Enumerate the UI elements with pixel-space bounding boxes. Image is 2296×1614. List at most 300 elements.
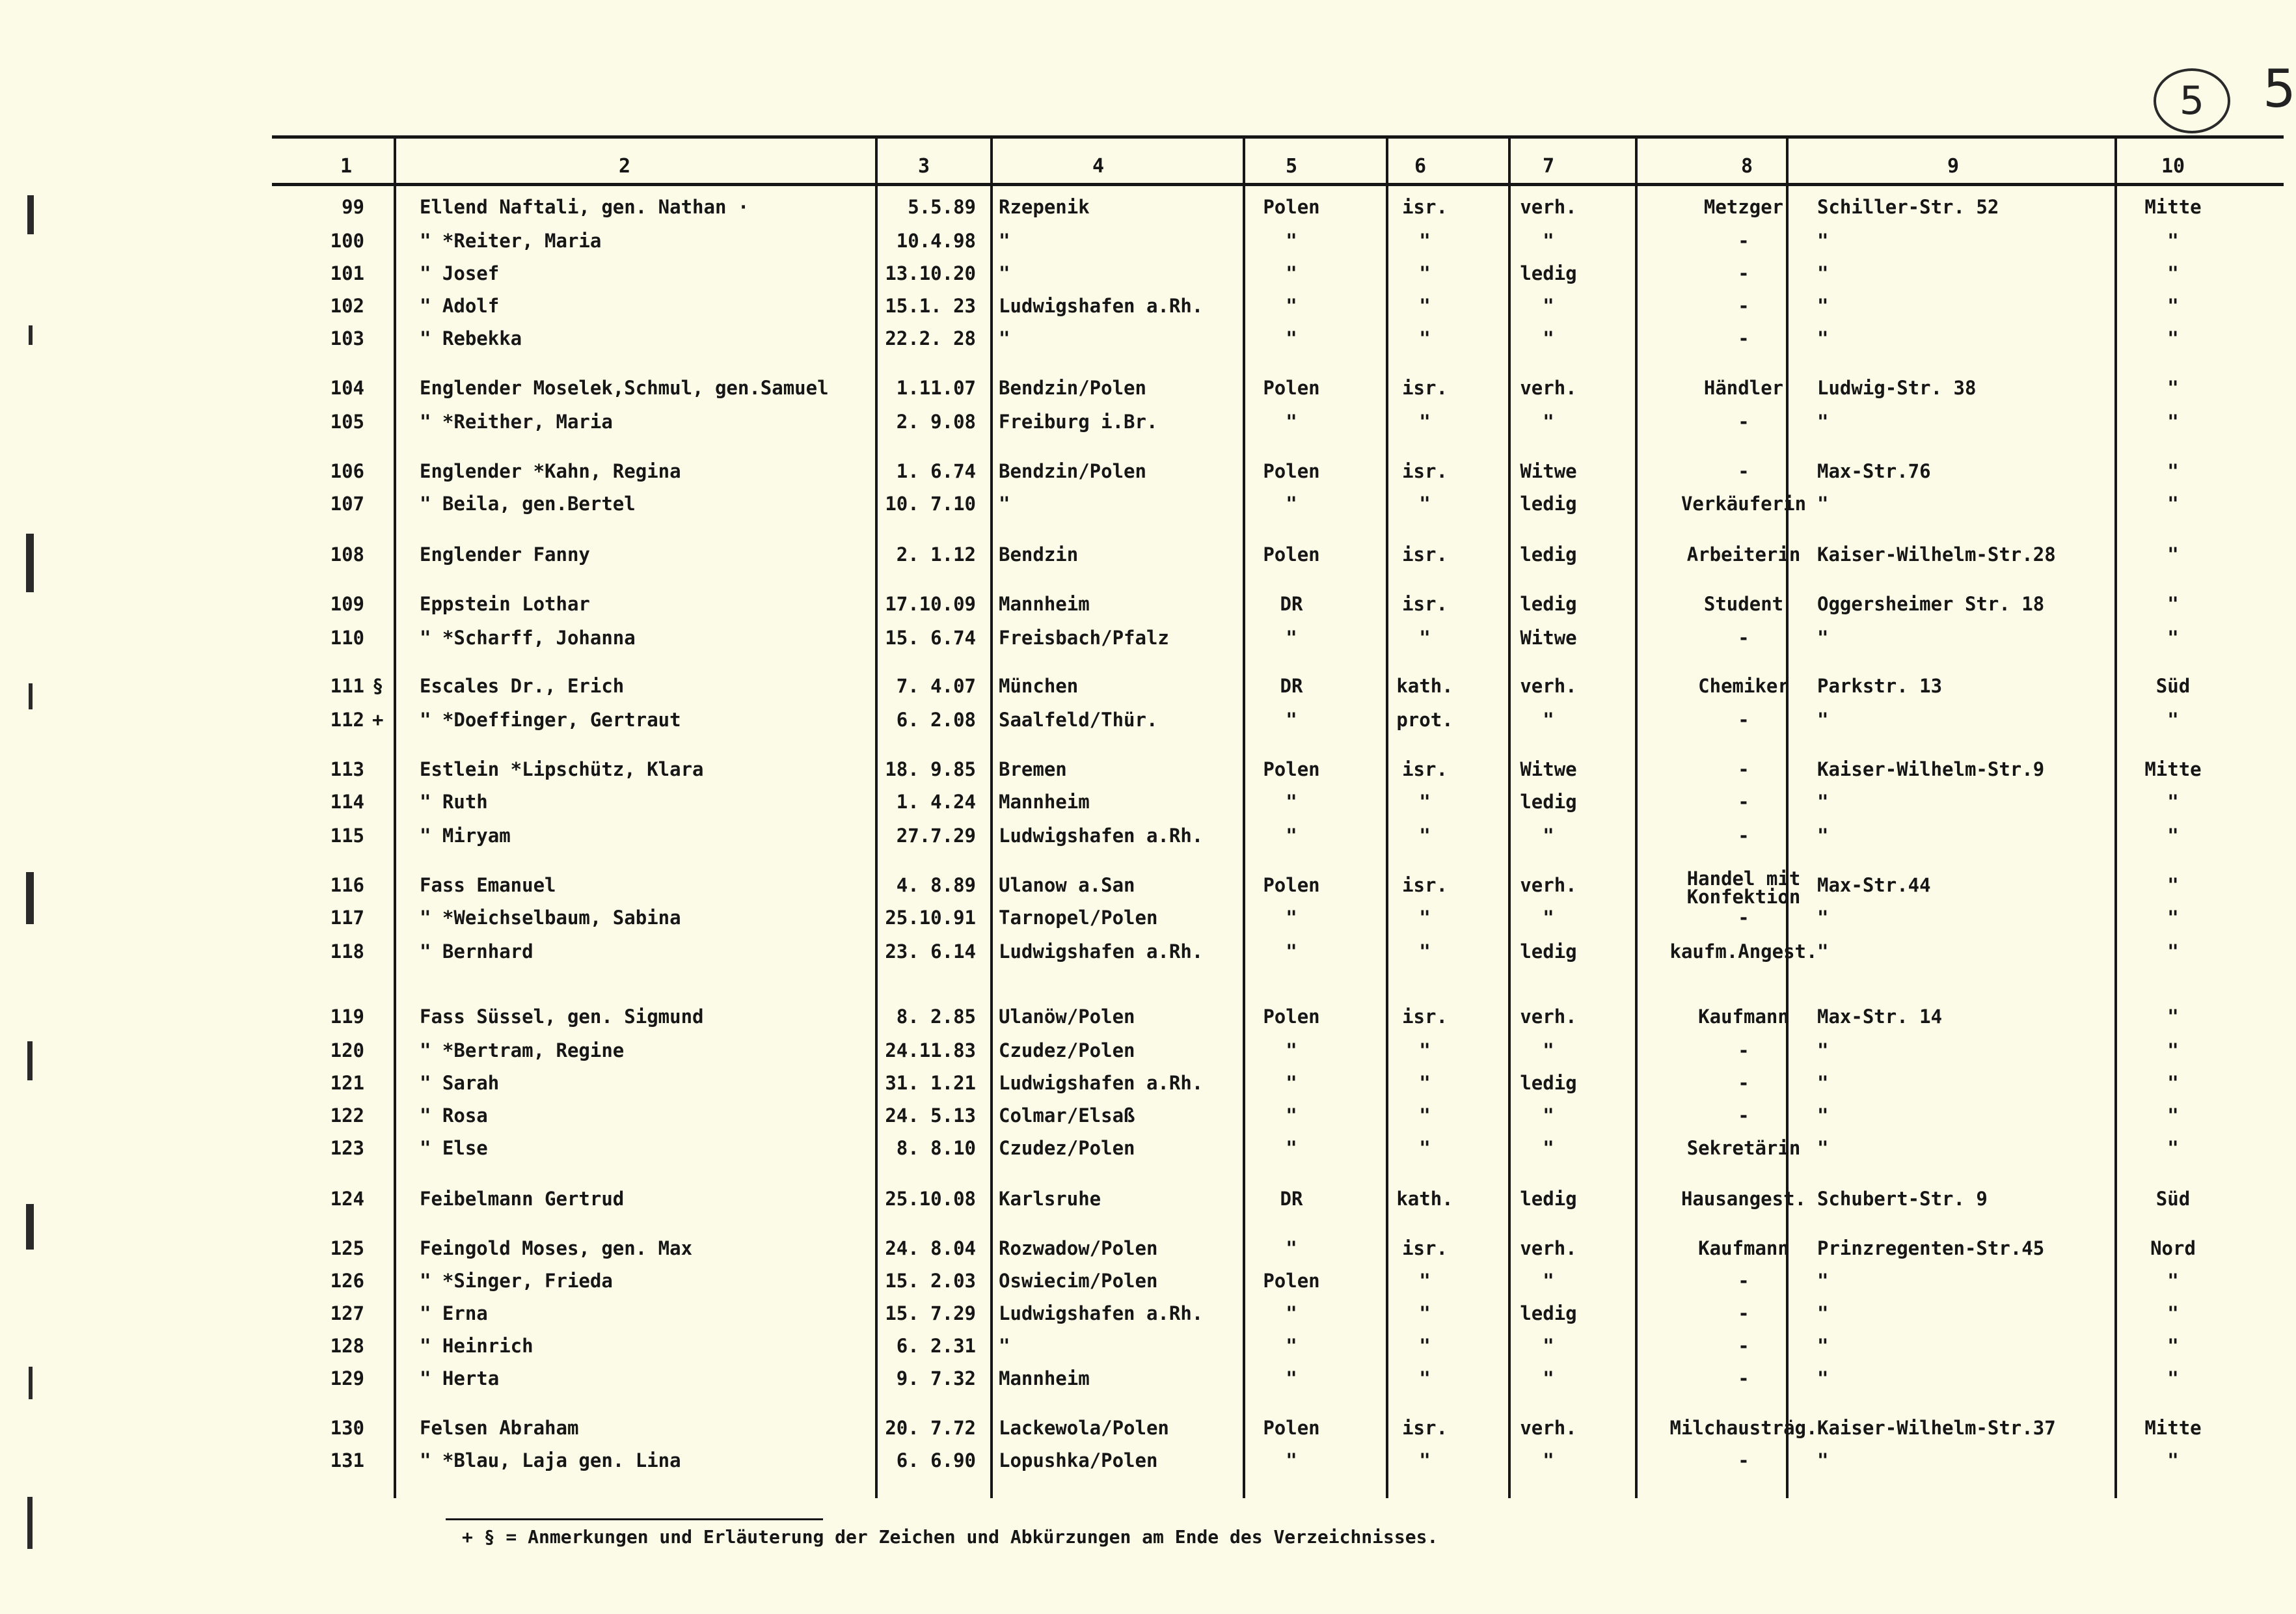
occupation-text: Handel mit Konfektion [1686,868,1801,908]
nationality-cell: DR [1280,593,1303,615]
district-cell: " [2167,940,2179,963]
birth-date-cell: 8. 2.85 [896,1005,976,1028]
religion-cell: " [1419,791,1431,813]
religion-cell: isr. [1402,543,1448,566]
occupation-cell: - [1738,1270,1749,1292]
address-cell: " [1817,791,1829,813]
birth-date-cell: 20. 7.72 [885,1417,976,1439]
name-cell: " Josef [420,262,500,284]
address-cell: Max-Str. 14 [1817,1005,1943,1028]
nationality-cell: " [1286,411,1297,433]
birth-date-cell: 15. 6.74 [885,627,976,649]
marital-status-cell: ledig [1520,493,1577,515]
occupation-cell: Hausangest. [1681,1188,1807,1210]
name-cell: Englender *Kahn, Regina [420,460,681,482]
table-top-rule [272,135,2284,139]
occupation-cell: - [1738,709,1749,731]
address-cell: " [1817,493,1829,515]
address-cell: " [1817,1072,1829,1094]
occupation-cell: Chemiker [1698,675,1789,697]
birth-date-cell: 31. 1.21 [885,1072,976,1094]
birth-place-cell: Ludwigshafen a.Rh. [999,1302,1204,1324]
birth-date-cell: 15. 2.03 [885,1270,976,1292]
marital-status-cell: verh. [1520,675,1577,697]
name-cell: Escales Dr., Erich [420,675,625,697]
address-cell: Kaiser-Wilhelm-Str.9 [1817,758,2045,780]
address-cell: Schubert-Str. 9 [1817,1188,1988,1210]
marital-status-cell: " [1543,230,1554,252]
name-cell: Felsen Abraham [420,1417,579,1439]
birth-place-cell: Bendzin [999,543,1079,566]
name-cell: Ellend Naftali, gen. Nathan · [420,196,750,218]
row-number: 119 [330,1005,364,1028]
birth-date-cell: 15.1. 23 [885,295,976,317]
annotation-mark: + [372,709,384,731]
address-cell: " [1817,1335,1829,1357]
nationality-cell: " [1286,1302,1297,1324]
row-number: 130 [330,1417,364,1439]
name-cell: Fass Emanuel [420,874,556,896]
district-cell: " [2167,1104,2179,1127]
name-cell: " Rosa [420,1104,488,1127]
occupation-cell: - [1738,327,1749,349]
birth-date-cell: 1. 4.24 [896,791,976,813]
occupation-cell: - [1738,1449,1749,1471]
column-header: 7 [1542,155,1555,178]
birth-place-cell: " [999,1335,1010,1357]
row-number: 131 [330,1449,364,1471]
column-header: 9 [1947,155,1960,178]
address-cell: Ludwig-Str. 38 [1817,377,1977,399]
address-cell: " [1817,262,1829,284]
religion-cell: " [1419,1039,1431,1061]
district-cell: " [2167,593,2179,615]
religion-cell: kath. [1396,1188,1453,1210]
birth-date-cell: 10. 7.10 [885,493,976,515]
marital-status-cell: " [1543,295,1554,317]
religion-cell: " [1419,1270,1431,1292]
marital-status-cell: " [1543,1104,1554,1127]
birth-place-cell: München [999,675,1079,697]
name-cell: " Beila, gen.Bertel [420,493,636,515]
religion-cell: " [1419,262,1431,284]
address-cell: " [1817,327,1829,349]
name-cell: Eppstein Lothar [420,593,590,615]
birth-place-cell: Rzepenik [999,196,1090,218]
birth-place-cell: Mannheim [999,1367,1090,1389]
birth-place-cell: Rozwadow/Polen [999,1237,1158,1259]
footnote: + § = Anmerkungen und Erläuterung der Zeichen und Abkürzungen am Ende des Verzeichnisses. [462,1526,1438,1548]
birth-place-cell: Lopushka/Polen [999,1449,1158,1471]
marital-status-cell: verh. [1520,1005,1577,1028]
name-cell: " *Bertram, Regine [420,1039,625,1061]
name-cell: " Miryam [420,825,511,847]
marital-status-cell: " [1543,709,1554,731]
marital-status-cell: verh. [1520,377,1577,399]
birth-date-cell: 9. 7.32 [896,1367,976,1389]
marital-status-cell: " [1543,1039,1554,1061]
row-number: 101 [330,262,364,284]
row-number: 102 [330,295,364,317]
birth-place-cell: Ulanow a.San [999,874,1135,896]
birth-place-cell: Bendzin/Polen [999,377,1146,399]
marital-status-cell: " [1543,907,1554,929]
district-cell: Mitte [2144,196,2202,218]
nationality-cell: Polen [1263,196,1320,218]
occupation-cell: - [1738,907,1749,929]
district-cell: " [2167,377,2179,399]
nationality-cell: " [1286,1367,1297,1389]
scan-edge-margin [0,0,72,1614]
address-cell: Schiller-Str. 52 [1817,196,1999,218]
district-cell: " [2167,791,2179,813]
nationality-cell: " [1286,1449,1297,1471]
marital-status-cell: verh. [1520,1237,1577,1259]
birth-place-cell: " [999,493,1010,515]
row-number: 121 [330,1072,364,1094]
district-cell: " [2167,460,2179,482]
nationality-cell: " [1286,1137,1297,1159]
religion-cell: isr. [1402,758,1448,780]
address-cell: Oggersheimer Str. 18 [1817,593,2045,615]
row-number: 113 [330,758,364,780]
birth-place-cell: " [999,262,1010,284]
religion-cell: " [1419,1367,1431,1389]
district-cell: Mitte [2144,1417,2202,1439]
row-number: 108 [330,543,364,566]
occupation-cell: - [1738,1302,1749,1324]
address-cell: " [1817,230,1829,252]
birth-place-cell: Ludwigshafen a.Rh. [999,940,1204,963]
birth-place-cell: Colmar/Elsaß [999,1104,1135,1127]
marital-status-cell: ledig [1520,1302,1577,1324]
birth-date-cell: 25.10.08 [885,1188,976,1210]
address-cell: " [1817,1367,1829,1389]
marital-status-cell: ledig [1520,593,1577,615]
nationality-cell: " [1286,627,1297,649]
birth-date-cell: 23. 6.14 [885,940,976,963]
nationality-cell: " [1286,1039,1297,1061]
row-number: 128 [330,1335,364,1357]
marital-status-cell: ledig [1520,940,1577,963]
nationality-cell: Polen [1263,460,1320,482]
nationality-cell: Polen [1263,1270,1320,1292]
district-cell: " [2167,627,2179,649]
occupation-cell: - [1738,1039,1749,1061]
name-cell: " *Reither, Maria [420,411,613,433]
district-cell: " [2167,825,2179,847]
religion-cell: " [1419,327,1431,349]
column-header: 1 [340,155,353,178]
address-cell: " [1817,295,1829,317]
name-cell: Feingold Moses, gen. Max [420,1237,693,1259]
column-header: 4 [1092,155,1105,178]
nationality-cell: DR [1280,675,1303,697]
marital-status-cell: " [1543,1270,1554,1292]
religion-cell: isr. [1402,874,1448,896]
row-number: 105 [330,411,364,433]
marital-status-cell: Witwe [1520,627,1577,649]
column-header: 2 [618,155,631,178]
occupation-cell: Arbeiterin [1686,543,1801,566]
name-cell: " *Blau, Laja gen. Lina [420,1449,681,1471]
birth-place-cell: Ludwigshafen a.Rh. [999,295,1204,317]
religion-cell: " [1419,1104,1431,1127]
marital-status-cell: ledig [1520,543,1577,566]
column-divider [875,138,878,1498]
occupation-cell [1662,868,1825,908]
birth-place-cell: Czudez/Polen [999,1039,1135,1061]
row-number: 109 [330,593,364,615]
marital-status-cell: " [1543,327,1554,349]
religion-cell: kath. [1396,675,1453,697]
birth-date-cell: 24.11.83 [885,1039,976,1061]
column-header: 5 [1285,155,1298,178]
birth-date-cell: 25.10.91 [885,907,976,929]
nationality-cell: Polen [1263,543,1320,566]
birth-place-cell: Tarnopel/Polen [999,907,1158,929]
occupation-cell: Kaufmann [1698,1005,1789,1028]
address-cell: " [1817,411,1829,433]
name-cell: Englender Moselek,Schmul, gen.Samuel [420,377,829,399]
district-cell: " [2167,1137,2179,1159]
row-number: 127 [330,1302,364,1324]
district-cell: " [2167,411,2179,433]
occupation-cell: Sekretärin [1686,1137,1801,1159]
column-divider [990,138,993,1498]
occupation-cell: Händler [1703,377,1784,399]
name-cell: " Bernhard [420,940,533,963]
footnote-rule [446,1518,823,1520]
occupation-cell: Kaufmann [1698,1237,1789,1259]
district-cell: " [2167,1449,2179,1471]
address-cell: Kaiser-Wilhelm-Str.37 [1817,1417,2056,1439]
name-cell: " Sarah [420,1072,500,1094]
religion-cell: isr. [1402,593,1448,615]
marital-status-cell: " [1543,1449,1554,1471]
row-number: 124 [330,1188,364,1210]
row-number: 99 [342,196,364,218]
birth-date-cell: 6. 2.08 [896,709,976,731]
marital-status-cell: " [1543,411,1554,433]
birth-date-cell: 24. 5.13 [885,1104,976,1127]
district-cell: " [2167,230,2179,252]
table-header-rule [272,183,2284,186]
row-number: 106 [330,460,364,482]
birth-place-cell: " [999,230,1010,252]
occupation-cell: - [1738,411,1749,433]
occupation-cell: Metzger [1703,196,1784,218]
column-header: 3 [917,155,930,178]
row-number: 117 [330,907,364,929]
religion-cell: " [1419,295,1431,317]
birth-date-cell: 8. 8.10 [896,1137,976,1159]
name-cell: " *Doeffinger, Gertraut [420,709,681,731]
birth-place-cell: Oswiecim/Polen [999,1270,1158,1292]
name-cell: " *Singer, Frieda [420,1270,613,1292]
row-number: 112 [330,709,364,731]
address-cell: " [1817,1137,1829,1159]
nationality-cell: DR [1280,1188,1303,1210]
occupation-cell: kaufm.Angest. [1669,940,1818,963]
marital-status-cell: Witwe [1520,758,1577,780]
nationality-cell: " [1286,791,1297,813]
birth-place-cell: Saalfeld/Thür. [999,709,1158,731]
address-cell: Prinzregenten-Str.45 [1817,1237,2045,1259]
column-header: 6 [1414,155,1427,178]
nationality-cell: " [1286,940,1297,963]
address-cell: " [1817,627,1829,649]
district-cell: " [2167,295,2179,317]
birth-date-cell: 15. 7.29 [885,1302,976,1324]
row-number: 114 [330,791,364,813]
birth-place-cell: Freisbach/Pfalz [999,627,1169,649]
row-number: 111 [330,675,364,697]
page-number: 5 [2179,78,2205,124]
district-cell: " [2167,1367,2179,1389]
name-cell: " Herta [420,1367,500,1389]
religion-cell: " [1419,1449,1431,1471]
name-cell: " Rebekka [420,327,522,349]
birth-date-cell: 2. 1.12 [896,543,976,566]
marital-status-cell: verh. [1520,1417,1577,1439]
religion-cell: " [1419,493,1431,515]
address-cell: " [1817,907,1829,929]
row-number: 126 [330,1270,364,1292]
religion-cell: isr. [1402,1005,1448,1028]
name-cell: Englender Fanny [420,543,590,566]
district-cell: " [2167,1005,2179,1028]
birth-place-cell: Lackewola/Polen [999,1417,1169,1439]
nationality-cell: " [1286,907,1297,929]
address-cell: " [1817,1039,1829,1061]
name-cell: " Erna [420,1302,488,1324]
row-number: 107 [330,493,364,515]
occupation-cell: - [1738,295,1749,317]
nationality-cell: " [1286,709,1297,731]
nationality-cell: Polen [1263,1417,1320,1439]
page-number-circle [2154,68,2230,133]
religion-cell: " [1419,1302,1431,1324]
name-cell: Fass Süssel, gen. Sigmund [420,1005,704,1028]
address-cell: " [1817,940,1829,963]
religion-cell: " [1419,940,1431,963]
occupation-cell: Verkäuferin [1681,493,1807,515]
edge-page-number-fragment: 5 [2263,59,2296,119]
birth-place-cell: Ludwigshafen a.Rh. [999,825,1204,847]
religion-cell: " [1419,411,1431,433]
district-cell: Mitte [2144,758,2202,780]
name-cell: " *Scharff, Johanna [420,627,636,649]
name-cell: " Ruth [420,791,488,813]
address-cell: " [1817,825,1829,847]
religion-cell: " [1419,1335,1431,1357]
row-number: 103 [330,327,364,349]
birth-place-cell: Ludwigshafen a.Rh. [999,1072,1204,1094]
birth-date-cell: 4. 8.89 [896,874,976,896]
column-divider [394,138,396,1498]
marital-status-cell: ledig [1520,791,1577,813]
birth-date-cell: 7. 4.07 [896,675,976,697]
occupation-cell: - [1738,460,1749,482]
religion-cell: isr. [1402,1237,1448,1259]
row-number: 118 [330,940,364,963]
district-cell: " [2167,1039,2179,1061]
column-divider [1243,138,1245,1498]
name-cell: " Heinrich [420,1335,533,1357]
religion-cell: " [1419,825,1431,847]
address-cell: Max-Str.44 [1817,874,1931,896]
district-cell: Süd [2155,1188,2191,1210]
name-cell: " Adolf [420,295,500,317]
district-cell: " [2167,543,2179,566]
marital-status-cell: ledig [1520,1072,1577,1094]
district-cell: " [2167,1072,2179,1094]
religion-cell: " [1419,907,1431,929]
row-number: 122 [330,1104,364,1127]
birth-date-cell: 1.11.07 [896,377,976,399]
name-cell: Estlein *Lipschütz, Klara [420,758,704,780]
district-cell: " [2167,327,2179,349]
birth-date-cell: 27.7.29 [896,825,976,847]
birth-date-cell: 13.10.20 [885,262,976,284]
row-number: 129 [330,1367,364,1389]
district-cell: " [2167,262,2179,284]
nationality-cell: " [1286,1072,1297,1094]
nationality-cell: Polen [1263,377,1320,399]
occupation-cell: - [1738,1335,1749,1357]
nationality-cell: Polen [1263,758,1320,780]
occupation-cell: - [1738,1104,1749,1127]
nationality-cell: " [1286,1237,1297,1259]
occupation-cell: - [1738,791,1749,813]
birth-place-cell: Mannheim [999,791,1090,813]
birth-date-cell: 22.2. 28 [885,327,976,349]
name-cell: " *Weichselbaum, Sabina [420,907,681,929]
nationality-cell: " [1286,295,1297,317]
occupation-cell: Milchausträg. [1669,1417,1818,1439]
birth-place-cell: Karlsruhe [999,1188,1101,1210]
address-cell: " [1817,1449,1829,1471]
row-number: 100 [330,230,364,252]
district-cell: " [2167,1302,2179,1324]
religion-cell: " [1419,230,1431,252]
birth-date-cell: 18. 9.85 [885,758,976,780]
occupation-cell: Student [1703,593,1784,615]
nationality-cell: " [1286,825,1297,847]
birth-date-cell: 24. 8.04 [885,1237,976,1259]
address-cell: Max-Str.76 [1817,460,1931,482]
marital-status-cell: ledig [1520,1188,1577,1210]
nationality-cell: " [1286,1335,1297,1357]
row-number: 125 [330,1237,364,1259]
address-cell: " [1817,1104,1829,1127]
marital-status-cell: verh. [1520,874,1577,896]
name-cell: " *Reiter, Maria [420,230,602,252]
address-cell: " [1817,1302,1829,1324]
district-cell: " [2167,907,2179,929]
column-divider [1635,138,1638,1498]
nationality-cell: " [1286,493,1297,515]
birth-place-cell: Czudez/Polen [999,1137,1135,1159]
religion-cell: isr. [1402,196,1448,218]
birth-place-cell: Ulanöw/Polen [999,1005,1135,1028]
birth-date-cell: 2. 9.08 [896,411,976,433]
district-cell: " [2167,1270,2179,1292]
annotation-mark: § [372,675,384,697]
religion-cell: " [1419,627,1431,649]
row-number: 115 [330,825,364,847]
